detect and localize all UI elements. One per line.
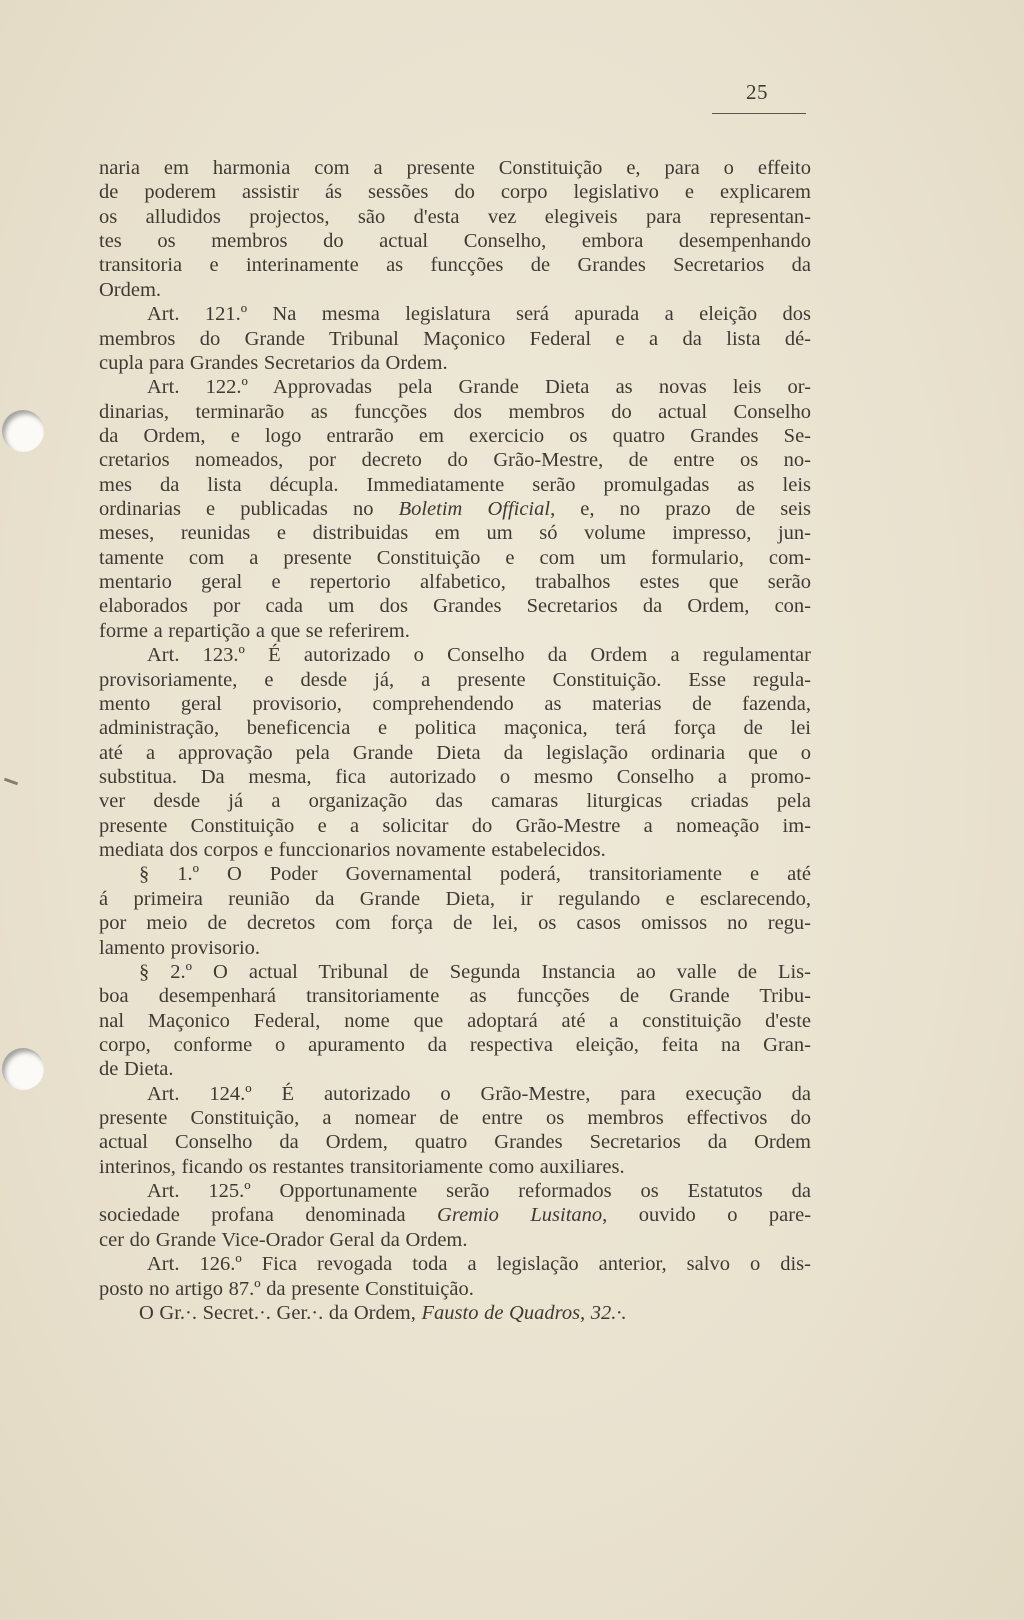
article-123-line: Art. 123.º É autorizado o Conselho da Ordem a regulamentar <box>147 644 811 667</box>
article-122-line: da Ordem, e logo entrarão em exercicio os quatro Grandes Se- <box>99 424 811 447</box>
article-122-line <box>99 497 811 521</box>
section-2-line: corpo, conforme o apuramento da respectiva eleição, feita na Gran- <box>99 1033 811 1056</box>
text-line: de poderem assistir ás sessões do corpo legislativo e explicarem <box>99 181 811 204</box>
section-2-line: § 2.º O actual Tribunal de Segunda Instancia ao valle de Lis- <box>139 960 811 983</box>
boletim-official-title: Boletim Official <box>398 498 551 521</box>
text-line: transitoria e interinamente as funcções de Grandes Secretarios da <box>99 254 811 277</box>
section-1-line: lamento provisorio. <box>99 936 261 959</box>
article-122-line: elaborados por cada um dos Grandes Secretarios da Ordem, con- <box>99 595 811 618</box>
article-124-line: actual Conselho da Ordem, quatro Grandes Secretarios da Ordem <box>99 1131 811 1154</box>
article-124-line: Art. 124.º É autorizado o Grão-Mestre, para execução da <box>147 1082 811 1105</box>
page-body <box>99 156 811 1325</box>
signature-line <box>99 1301 811 1325</box>
article-124-line: interinos, ficando os restantes transitoriamente como auxiliares. <box>99 1155 625 1178</box>
text-run: sociedade profana denominada <box>99 1204 438 1227</box>
article-123-line: mento geral provisorio, comprehendendo as materias de fazenda, <box>99 692 811 715</box>
article-124-line: presente Constituição, a nomear de entre os membros effectivos do <box>99 1107 811 1130</box>
section-1-line: § 1.º O Poder Governamental poderá, transitoriamente e até <box>139 863 811 886</box>
text-line: Ordem. <box>99 278 162 301</box>
article-122-line: cretarios nomeados, por decreto do Grão-Mestre, de entre os no- <box>99 449 811 472</box>
section-1-line: á primeira reunião da Grande Dieta, ir regulando e esclarecendo, <box>99 887 811 910</box>
section-2-line: boa desempenhará transitoriamente as funcções de Grande Tribu- <box>99 985 811 1008</box>
text-line: os alludidos projectos, são d'esta vez elegiveis para representan- <box>99 205 811 228</box>
article-122-line: dinarias, terminarão as funcções dos membros do actual Conselho <box>99 400 811 423</box>
section-2-line: de Dieta. <box>99 1058 174 1081</box>
article-126-line: posto no artigo 87.º da presente Constituição. <box>99 1277 474 1300</box>
text-run: , e, no prazo de seis <box>550 498 811 521</box>
article-123-line: administração, beneficencia e politica maçonica, terá força de lei <box>99 717 811 740</box>
page-number: 25 <box>746 80 768 104</box>
article-122-line: meses, reunidas e distribuidas em um só volume impresso, jun- <box>99 522 811 545</box>
article-122-line: forme a repartição a que se referirem. <box>99 619 410 642</box>
article-123-line: provisoriamente, e desde já, a presente Constituição. Esse regula- <box>99 668 811 691</box>
text-line: naria em harmonia com a presente Constituição e, para o effeito <box>99 157 811 179</box>
article-123-line: substitua. Da mesma, fica autorizado o mesmo Conselho a promo- <box>99 765 811 788</box>
text-run: , ouvido o pare- <box>602 1204 812 1227</box>
text-run: ordinarias e publicadas no <box>99 498 399 521</box>
text-line: tes os membros do actual Conselho, embora desempenhando <box>99 230 811 253</box>
article-122-line: mentario geral e repertorio alfabetico, trabalhos estes que serão <box>99 571 811 594</box>
article-126-line: Art. 126.º Fica revogada toda a legislação anterior, salvo o dis- <box>147 1253 811 1276</box>
article-121-line: cupla para Grandes Secretarios da Ordem. <box>99 351 448 374</box>
signature-name: Fausto de Quadros, 32.·. <box>421 1301 627 1324</box>
article-123-line: até a approvação pela Grande Dieta da legislação ordinaria que o <box>99 741 811 764</box>
gremio-lusitano-name: Gremio Lusitano <box>437 1204 603 1227</box>
article-122-line: tamente com a presente Constituição e com um formulario, com- <box>99 546 811 569</box>
article-125-line: cer do Grande Vice-Orador Geral da Ordem. <box>99 1228 468 1251</box>
article-125-line <box>99 1203 811 1227</box>
article-122-line: Art. 122.º Approvadas pela Grande Dieta as novas leis or- <box>147 376 811 399</box>
section-2-line: nal Maçonico Federal, nome que adoptará até a constituição d'este <box>99 1009 811 1032</box>
article-123-line: ver desde já a organização das camaras liturgicas criadas pela <box>99 790 811 813</box>
article-123-line: presente Constituição e a solicitar do Grão-Mestre a nomeação im- <box>99 814 811 837</box>
article-122-line: mes da lista décupla. Immediatamente serão promulgadas as leis <box>99 473 811 496</box>
article-121-line: membros do Grande Tribunal Maçonico Federal e a da lista dé- <box>99 327 811 350</box>
article-123-line: mediata dos corpos e funccionarios novamente estabelecidos. <box>99 839 606 862</box>
punch-hole <box>2 1048 44 1090</box>
header-rule <box>712 113 806 114</box>
article-121-line: Art. 121.º Na mesma legislatura será apurada a eleição dos <box>147 303 811 326</box>
section-1-line: por meio de decretos com força de lei, os casos omissos no regu- <box>99 912 811 935</box>
article-125-line: Art. 125.º Opportunamente serão reformados os Estatutos da <box>147 1180 811 1203</box>
signature-title: O Gr.·. Secret.·. Ger.·. da Ordem, <box>139 1301 422 1324</box>
punch-hole <box>2 410 44 452</box>
